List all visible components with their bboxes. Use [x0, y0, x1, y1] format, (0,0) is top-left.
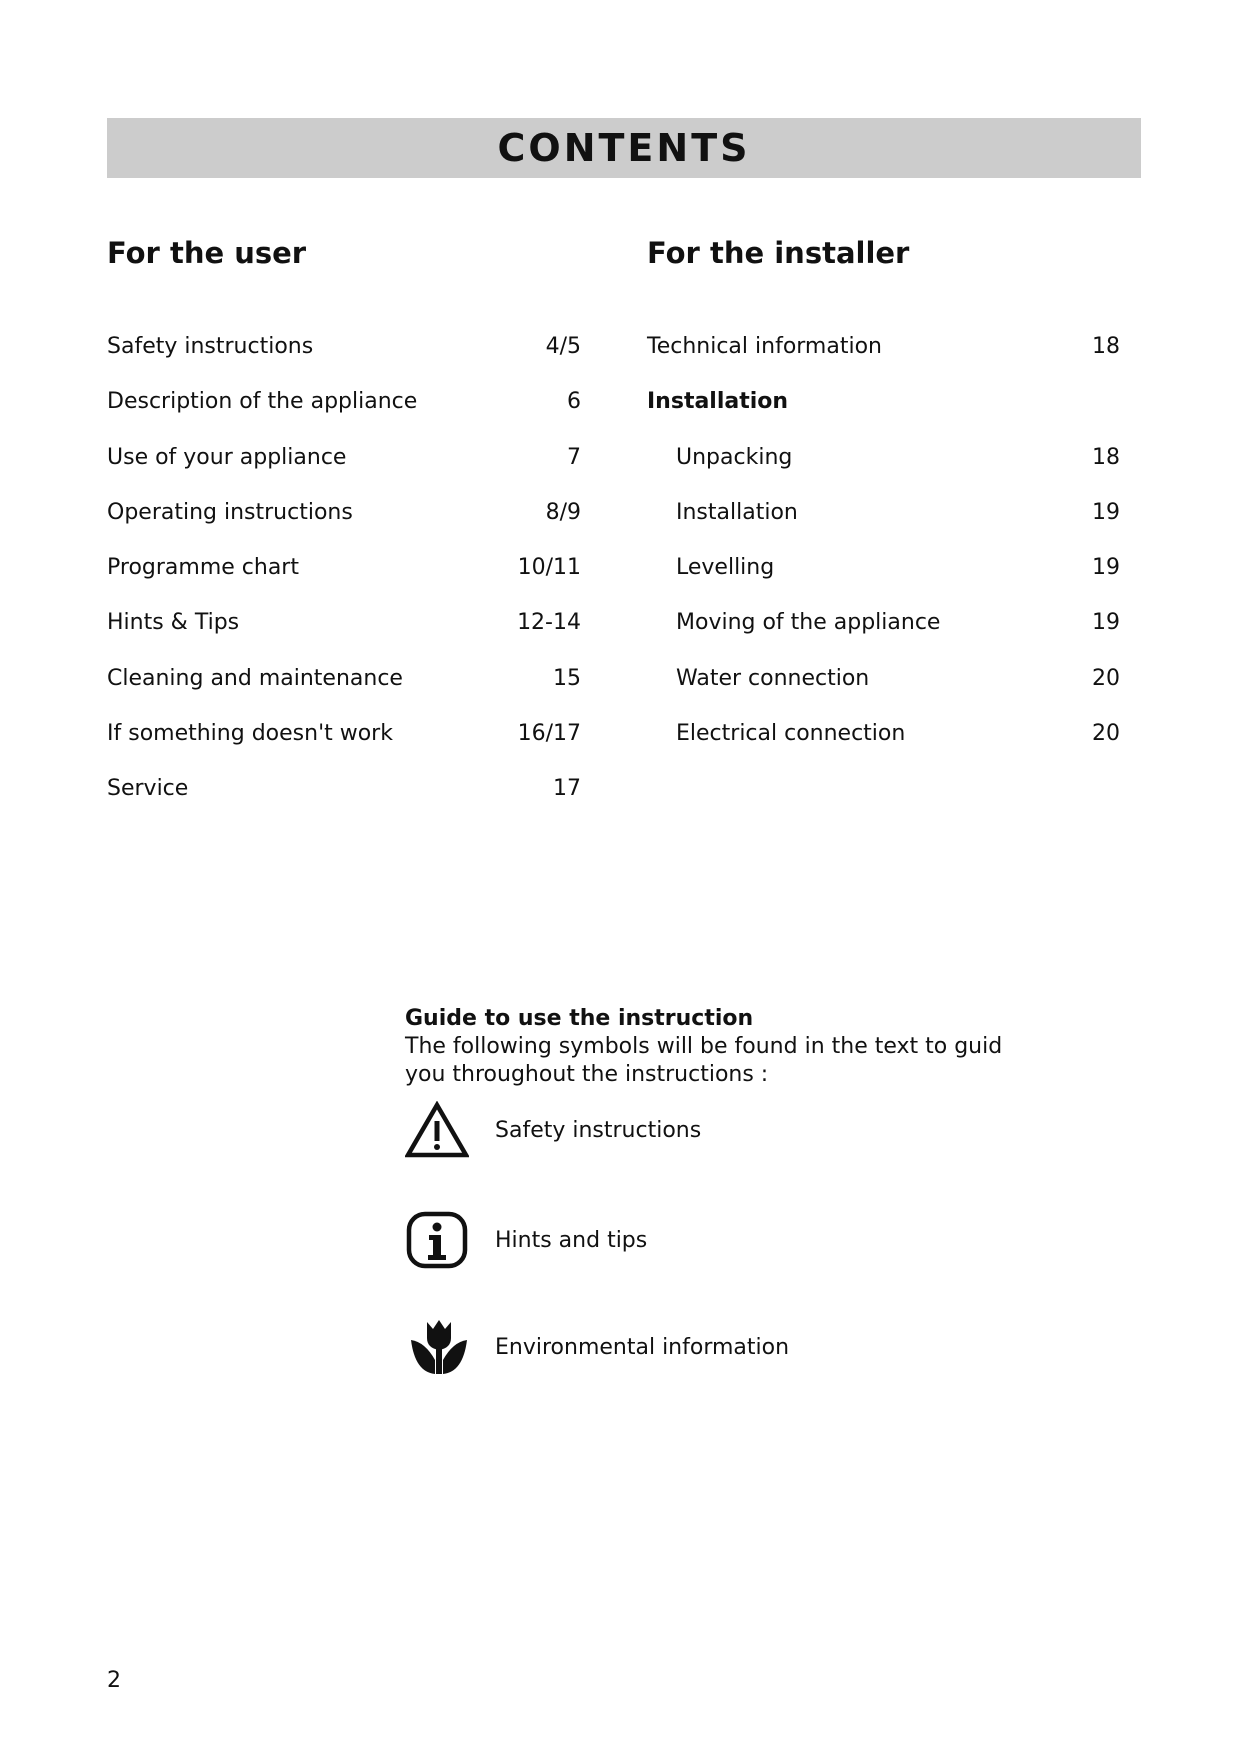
- toc-entry[interactable]: [107, 443, 581, 498]
- toc-entry[interactable]: [107, 664, 581, 719]
- symbol-row-hints: [405, 1209, 647, 1271]
- toc-entry-title: Description of the appliance: [107, 389, 418, 415]
- toc-entry[interactable]: [647, 443, 1120, 498]
- toc-entry-title: Hints & Tips: [107, 610, 240, 636]
- title-bar: [107, 118, 1141, 178]
- installer-section-heading: For the installer: [647, 236, 910, 270]
- toc-entry-title: Moving of the appliance: [676, 610, 941, 636]
- toc-entry[interactable]: [107, 387, 581, 442]
- toc-entry-title: If something doesn't work: [107, 721, 393, 747]
- toc-entry-page: 12-14: [517, 610, 581, 636]
- toc-entry-page: 6: [567, 389, 581, 415]
- guide-heading: Guide to use the instruction: [405, 1006, 754, 1031]
- toc-entry-page: 8/9: [545, 499, 581, 525]
- toc-entry[interactable]: [647, 608, 1120, 663]
- toc-entry[interactable]: [647, 553, 1120, 608]
- toc-entry-title: Installation: [676, 499, 798, 525]
- toc-entry-page: 16/17: [517, 721, 581, 747]
- guide-section: [405, 1005, 1025, 1089]
- info-icon: [405, 1209, 475, 1271]
- symbol-label: Safety instructions: [495, 1117, 702, 1143]
- toc-entry[interactable]: [647, 332, 1120, 387]
- page-title: CONTENTS: [497, 126, 751, 170]
- toc-entry[interactable]: [107, 608, 581, 663]
- toc-entry-page: 15: [553, 665, 581, 691]
- toc-entry[interactable]: [107, 553, 581, 608]
- toc-entry-page: 4/5: [545, 334, 581, 359]
- toc-entry-title: Cleaning and maintenance: [107, 665, 403, 691]
- toc-entry-title: Use of your appliance: [107, 444, 347, 470]
- toc-entry[interactable]: [107, 774, 581, 829]
- toc-entry-title: Programme chart: [107, 555, 299, 581]
- tulip-icon: [405, 1316, 475, 1378]
- toc-entry-page: 19: [1092, 499, 1120, 525]
- toc-entry-page: 18: [1092, 444, 1120, 470]
- toc-entry-title: Electrical connection: [676, 721, 906, 747]
- toc-entry-page: 17: [553, 776, 581, 802]
- user-section-heading: For the user: [107, 236, 307, 270]
- toc-entry-title: Technical information: [647, 334, 882, 359]
- symbol-label: Environmental information: [495, 1334, 790, 1360]
- installer-toc-list: [647, 332, 1120, 774]
- symbol-row-environment: [405, 1316, 789, 1378]
- symbol-row-safety: [405, 1099, 701, 1161]
- warning-triangle-icon: [405, 1099, 475, 1161]
- toc-entry-title: Service: [107, 776, 189, 802]
- toc-entry[interactable]: [107, 498, 581, 553]
- toc-entry-page: 19: [1092, 610, 1120, 636]
- toc-group-heading: [647, 387, 1120, 442]
- toc-entry-page: 18: [1092, 334, 1120, 359]
- toc-entry-title: Levelling: [676, 555, 775, 581]
- symbol-label: Hints and tips: [495, 1227, 648, 1253]
- toc-entry-title: Installation: [647, 389, 789, 415]
- toc-entry-page: 19: [1092, 555, 1120, 581]
- guide-text: The following symbols will be found in the text to guid you throughout the instructions :: [405, 1034, 1003, 1087]
- toc-entry[interactable]: [107, 332, 581, 387]
- toc-entry-page: 20: [1092, 665, 1120, 691]
- toc-entry-title: Unpacking: [676, 444, 793, 470]
- toc-entry-page: 20: [1092, 721, 1120, 747]
- toc-entry-title: Safety instructions: [107, 334, 314, 359]
- toc-entry[interactable]: [647, 498, 1120, 553]
- toc-entry-title: Water connection: [676, 665, 870, 691]
- toc-entry[interactable]: [107, 719, 581, 774]
- toc-entry[interactable]: [647, 719, 1120, 774]
- page-number: 2: [107, 1668, 121, 1693]
- user-toc-list: [107, 332, 581, 830]
- toc-entry-page: 7: [567, 444, 581, 470]
- toc-entry-page: 10/11: [517, 555, 581, 581]
- toc-entry[interactable]: [647, 664, 1120, 719]
- toc-entry-title: Operating instructions: [107, 499, 353, 525]
